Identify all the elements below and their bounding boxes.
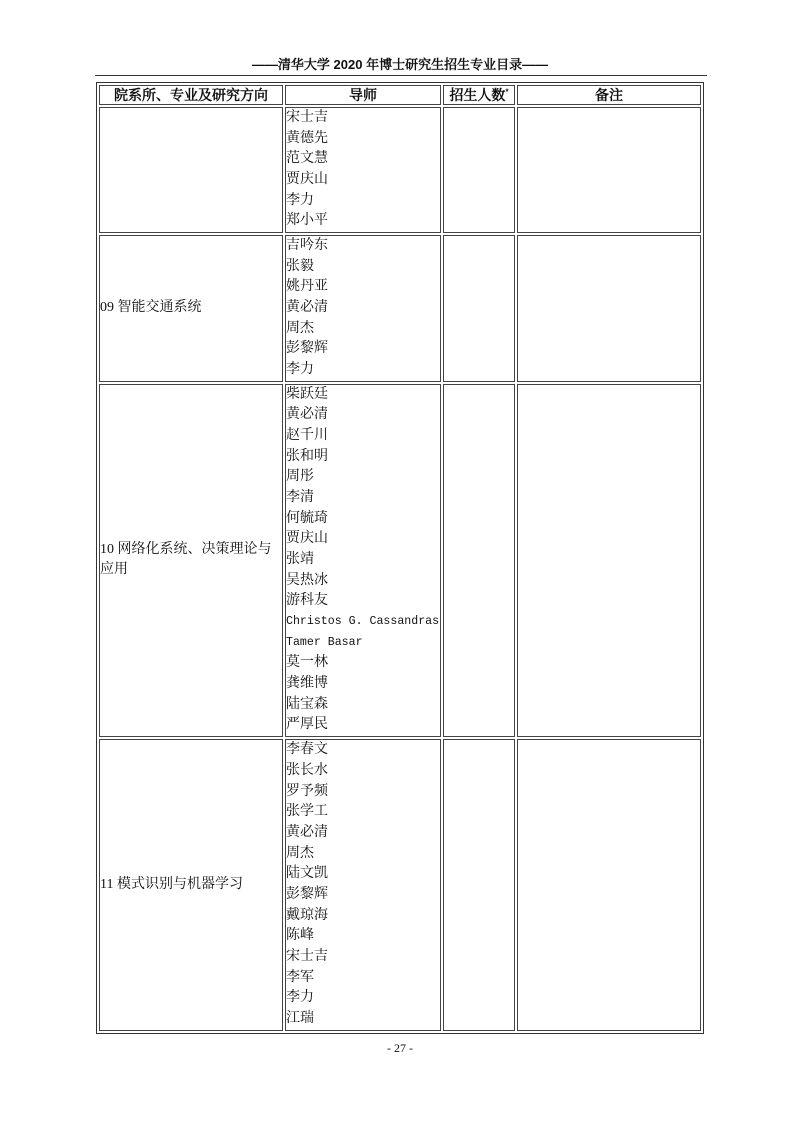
advisor-name: 姚丹亚: [286, 279, 328, 295]
advisor-name: 周彤: [286, 469, 314, 485]
advisor-cell: [285, 235, 441, 382]
advisor-name: 吴热冰: [286, 572, 328, 588]
remarks-cell: [517, 235, 701, 382]
advisor-name: 江瑞: [286, 1010, 314, 1026]
advisor-name: 范文慧: [286, 151, 328, 167]
advisor-name: 柴跃廷: [286, 386, 328, 402]
research-direction-cell: [99, 235, 283, 382]
advisor-name: 龚维博: [286, 676, 328, 692]
advisor-name: 周杰: [286, 845, 314, 861]
table-row: [99, 107, 701, 233]
header-rule: [95, 75, 707, 76]
th-department: [99, 85, 283, 105]
advisor-name: 张学工: [286, 804, 328, 820]
advisor-name: 贾庆山: [286, 531, 328, 547]
advisor-name: 莫一林: [286, 655, 328, 671]
advisor-name: 周杰: [286, 320, 314, 336]
advisor-name: 李力: [286, 192, 314, 208]
research-direction-cell: [99, 107, 283, 233]
page-number: - 27 -: [387, 1041, 413, 1055]
table-row: [99, 384, 701, 737]
advisor-name: 李力: [286, 362, 314, 378]
doc-table: [96, 82, 704, 1034]
advisor-name: 赵千川: [286, 428, 328, 444]
advisor-name: 黄必清: [286, 824, 328, 840]
advisor-name: 黄德先: [286, 130, 328, 146]
quota-footnote-mark: *: [505, 87, 509, 97]
advisor-name: 李清: [286, 490, 314, 506]
advisor-name: 吉吟东: [286, 238, 328, 254]
advisor-name: 严厚民: [286, 717, 328, 733]
advisor-name: 张长水: [286, 762, 328, 778]
remarks-cell: [517, 739, 701, 1030]
advisor-name: 彭黎辉: [286, 886, 328, 902]
advisor-name: 游科友: [286, 593, 328, 609]
quota-cell: [443, 235, 515, 382]
advisor-name: 黄必清: [286, 407, 328, 423]
advisor-name: 张毅: [286, 258, 314, 274]
advisor-cell: [285, 739, 441, 1030]
advisor-cell: [285, 107, 441, 233]
advisor-name: 郑小平: [286, 213, 328, 229]
page-header-title: ——清华大学 2020 年博士研究生招生专业目录——: [251, 57, 549, 72]
quota-cell: [443, 107, 515, 233]
advisor-name: 彭黎辉: [286, 341, 328, 357]
th-remarks-label: 备注: [595, 87, 623, 103]
research-direction: 11 模式识别与机器学习: [100, 876, 243, 892]
advisor-cell: [285, 384, 441, 737]
advisor-name: 宋士吉: [286, 110, 328, 125]
advisor-name: 何毓琦: [286, 510, 328, 526]
advisor-name: Christos G. Cassandras: [286, 615, 440, 629]
table-row: [99, 235, 701, 382]
research-direction-cell: [99, 384, 283, 737]
advisor-name: 陆宝森: [286, 696, 328, 712]
research-direction-cell: [99, 739, 283, 1030]
table-row: [99, 739, 701, 1030]
th-quota-label: 招生人数: [449, 87, 506, 103]
advisor-name: 李春文: [286, 742, 328, 758]
research-direction: 10 网络化系统、决策理论与应用: [100, 542, 272, 578]
advisor-name: 陆文凯: [286, 866, 328, 882]
advisor-name: 贾庆山: [286, 172, 328, 188]
quota-cell: [443, 384, 515, 737]
remarks-cell: [517, 107, 701, 233]
remarks-cell: [517, 384, 701, 737]
advisor-name: 宋士吉: [286, 948, 328, 964]
advisor-name: 李军: [286, 969, 314, 985]
advisor-name: Tamer Basar: [286, 635, 363, 649]
th-department-label: 院系所、专业及研究方向: [114, 87, 268, 103]
table-body: [99, 107, 701, 1031]
th-advisor: [285, 85, 441, 105]
advisor-name: 张和明: [286, 448, 328, 464]
advisor-name: 李力: [286, 990, 314, 1006]
th-remarks: [517, 85, 701, 105]
quota-cell: [443, 739, 515, 1030]
advisor-name: 黄必清: [286, 300, 328, 316]
advisor-name: 张靖: [286, 552, 314, 568]
advisor-name: 戴琼海: [286, 907, 328, 923]
th-quota: [443, 85, 515, 105]
table-header-row: [99, 85, 701, 105]
advisor-name: 陈峰: [286, 928, 314, 944]
research-direction: 09 智能交通系统: [100, 300, 202, 316]
th-advisor-label: 导师: [349, 87, 377, 103]
advisor-name: 罗予频: [286, 783, 328, 799]
